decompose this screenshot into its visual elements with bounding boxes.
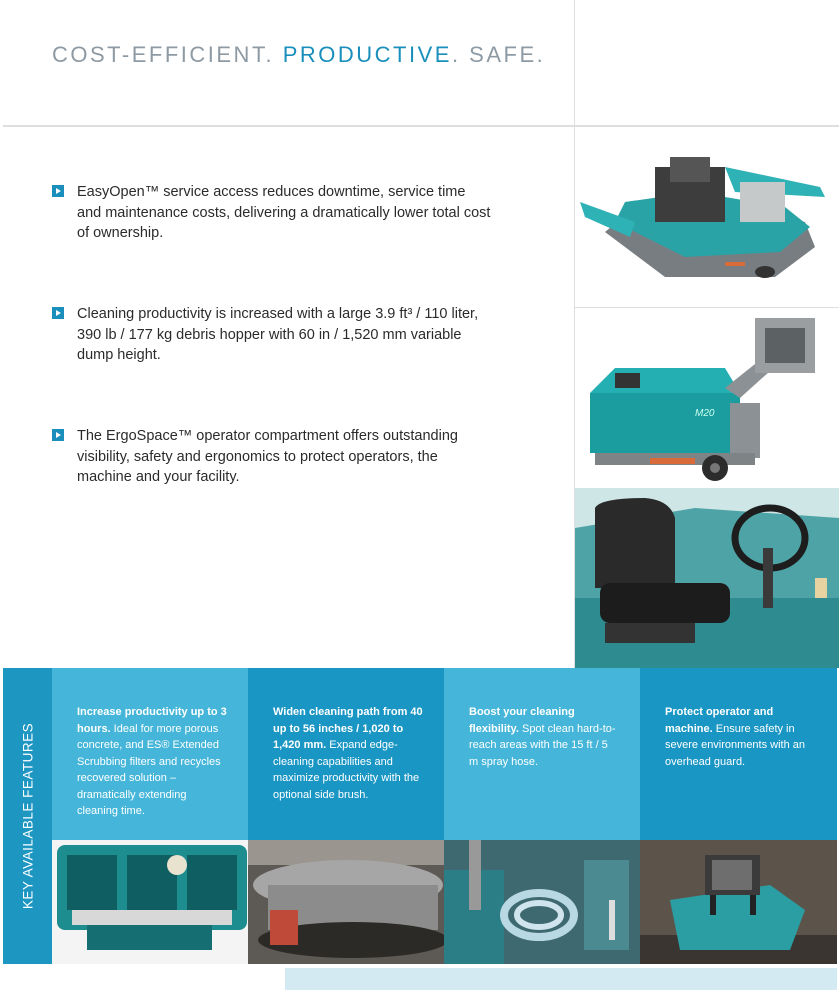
feature-card-extended-scrubbing	[52, 668, 248, 840]
key-features-label-text: KEY AVAILABLE FEATURES	[20, 722, 35, 910]
feature-card-spray-hose	[444, 668, 640, 840]
headline-accent: PRODUCTIVE	[282, 42, 452, 67]
bullet-marker-icon	[52, 185, 64, 197]
operator-seat-illustration	[575, 488, 839, 668]
headline-part-1: COST-EFFICIENT.	[52, 42, 283, 67]
operator-seat-photo	[575, 488, 839, 668]
overhead-guard-illustration	[640, 840, 837, 964]
bottom-accent-bar	[285, 968, 837, 990]
scrub-deck-illustration	[52, 840, 248, 964]
bullet-text: The ErgoSpace™ operator compartment offers outstanding visibility, safety and ergonomics to protect operators, the machine and your facility.	[77, 428, 458, 485]
feature-title: Boost your cleaning flexibility.	[469, 706, 575, 735]
feature-title: Increase productivity up to 3 hours.	[77, 706, 227, 735]
bullet-text: Cleaning productivity is increased with a large 3.9 ft³ / 110 liter, 390 lb / 177 kg debris hopper with 60 in / 1,520 mm variable dump height.	[77, 306, 479, 363]
svg-text:M20: M20	[695, 408, 715, 419]
feature-text	[77, 704, 227, 820]
feature-text	[273, 704, 423, 803]
feature-card-side-brush	[248, 668, 444, 840]
overhead-guard-photo	[640, 840, 837, 964]
headline-part-2: . SAFE.	[451, 42, 546, 67]
feature-title: Protect operator and machine.	[665, 706, 774, 735]
bullet-text: EasyOpen™ service access reduces downtime, service time and maintenance costs, delivering a dramatically lower total cost of ownership.	[77, 184, 491, 241]
feature-text	[469, 704, 619, 770]
machine-open-photo	[575, 127, 839, 307]
bullet-productivity	[52, 304, 492, 366]
bullet-marker-icon	[52, 429, 64, 441]
spray-hose-illustration	[444, 840, 640, 964]
scrub-deck-photo	[52, 840, 248, 964]
machine-hopper-illustration	[575, 308, 839, 489]
machine-open-illustration	[575, 127, 839, 307]
feature-card-overhead-guard	[640, 668, 837, 840]
feature-title: Widen cleaning path from 40 up to 56 inches / 1,020 to 1,420 mm.	[273, 706, 423, 751]
machine-hopper-photo	[575, 307, 839, 489]
side-brush-illustration	[248, 840, 444, 964]
feature-description: Ideal for more porous concrete, and ES® Extended Scrubbing filters and recycles recovered solution – dramatically extending cleaning time.	[77, 722, 221, 817]
side-brush-photo	[248, 840, 444, 964]
feature-text	[665, 704, 815, 770]
bullet-easyopen	[52, 182, 492, 244]
page-headline	[52, 42, 545, 68]
spray-hose-photo	[444, 840, 640, 964]
feature-description: Expand edge-cleaning capabilities and maximize productivity with the optional side brush.	[273, 739, 420, 801]
feature-description: Spot clean hard-to-reach areas with the 15 ft / 5 m spray hose.	[469, 722, 616, 768]
bullet-ergospace	[52, 426, 492, 488]
feature-description: Ensure safety in severe environments with an overhead guard.	[665, 722, 806, 768]
key-features-label	[3, 668, 52, 964]
bullet-marker-icon	[52, 307, 64, 319]
